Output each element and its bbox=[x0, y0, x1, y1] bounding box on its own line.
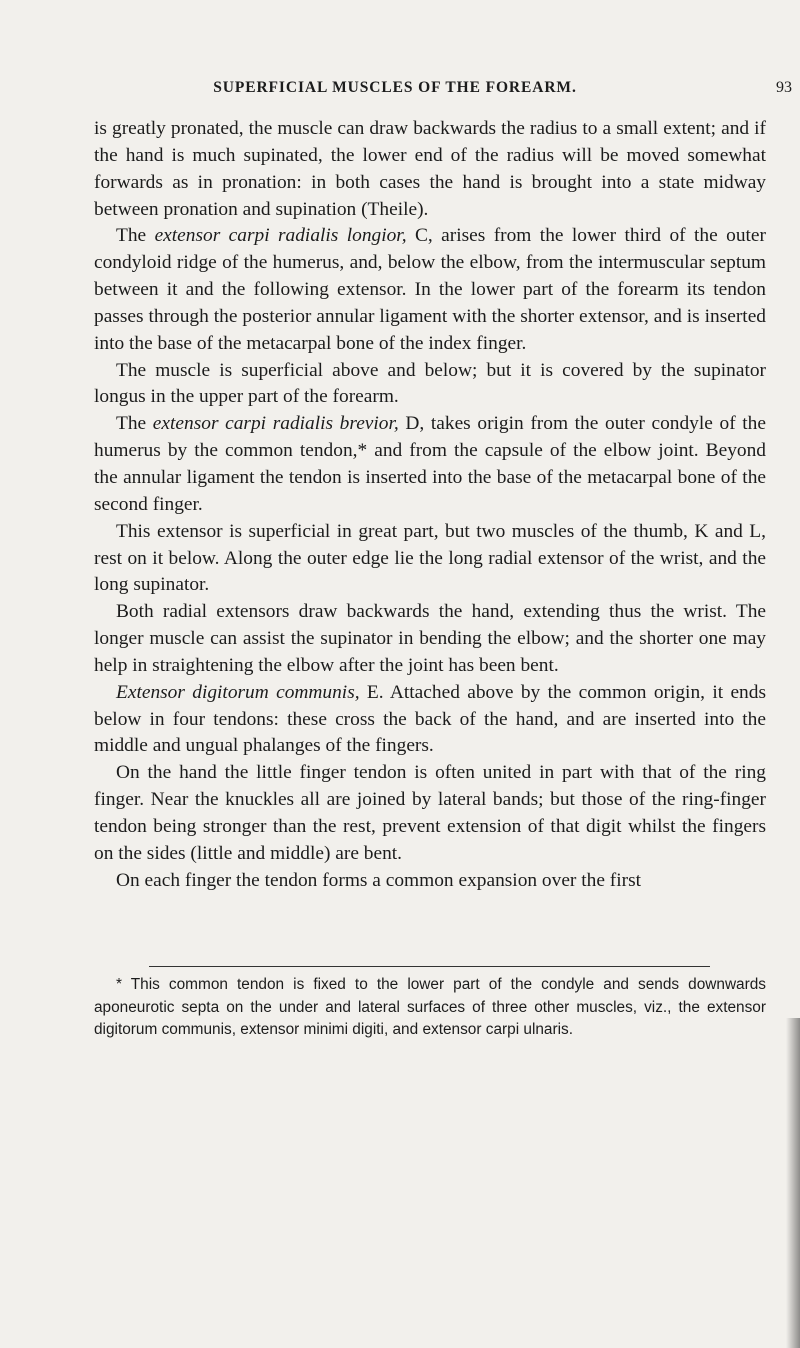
paragraph-5: This extensor is superficial in great part, but two muscles of the thumb, K and L, rest on it below. Along the outer edge lie the long radial extensor of the wrist, and the long supinator. bbox=[94, 520, 766, 596]
muscle-term: extensor carpi radialis longior, bbox=[154, 225, 407, 247]
footnote bbox=[94, 974, 766, 1042]
paragraph-3: The muscle is superficial above and below; but it is covered by the supinator longus in the upper part of the forearm. bbox=[94, 359, 766, 408]
running-title: SUPERFICIAL MUSCLES OF THE FOREARM. bbox=[213, 79, 577, 96]
paragraph-1: is greatly pronated, the muscle can draw backwards the radius to a small extent; and if the hand is much supinated, the lower end of the radius will be moved somewhat forwards as in pronation: in both cases the hand is brought into a state midway between pronation and supination (Theile). bbox=[94, 118, 766, 220]
muscle-term: Extensor digitorum communis, bbox=[116, 681, 360, 703]
page-number: 93 bbox=[776, 79, 792, 96]
paragraph-6: Both radial extensors draw backwards the hand, extending thus the wrist. The longer muscle can assist the supinator in bending the elbow; and the shorter one may help in straightening the elbow after the joint has been bent. bbox=[94, 601, 766, 676]
muscle-term: extensor carpi radialis brevior, bbox=[152, 413, 399, 435]
paragraph-9: On each finger the tendon forms a common expansion over the first bbox=[116, 869, 642, 891]
footnote-divider bbox=[149, 966, 710, 967]
paragraph-8: On the hand the little finger tendon is often united in part with that of the ring finger. Near the knuckles all are joined by lateral bands; but those of the ring-finger tendon being stronger than the rest, prevent extension of that digit whilst the fingers on the sides (little and middle) are bent. bbox=[94, 762, 766, 864]
main-text bbox=[94, 116, 766, 894]
paragraph-7: Extensor digitorum communis, E. Attached above by the common origin, it ends below in four tendons: these cross the back of the hand, and are inserted into the middle and ungual phalanges of the fingers. bbox=[94, 681, 766, 757]
paragraph-4: The extensor carpi radialis brevior, D, takes origin from the outer condyle of the humerus by the common tendon,* and from the capsule of the elbow joint. Beyond the annular ligament the tendon is inserted into the base of the metacarpal bone of the second finger. bbox=[94, 413, 766, 515]
page-edge-shadow bbox=[786, 1018, 800, 1348]
footnote-text: * This common tendon is fixed to the lower part of the condyle and sends downwards aponeurotic septa on the under and lateral surfaces of three other muscles, viz., the extensor digitorum communis, extensor minimi digiti, and extensor carpi ulnaris. bbox=[94, 976, 766, 1038]
paragraph-2: The extensor carpi radialis longior, C, arises from the lower third of the outer condyloid ridge of the humerus, and, below the elbow, from the intermuscular septum between it and the following extensor. In the lower part of the forearm its tendon passes through the posterior annular ligament with the shorter extensor, and is inserted into the base of the metacarpal bone of the index finger. bbox=[94, 225, 766, 354]
